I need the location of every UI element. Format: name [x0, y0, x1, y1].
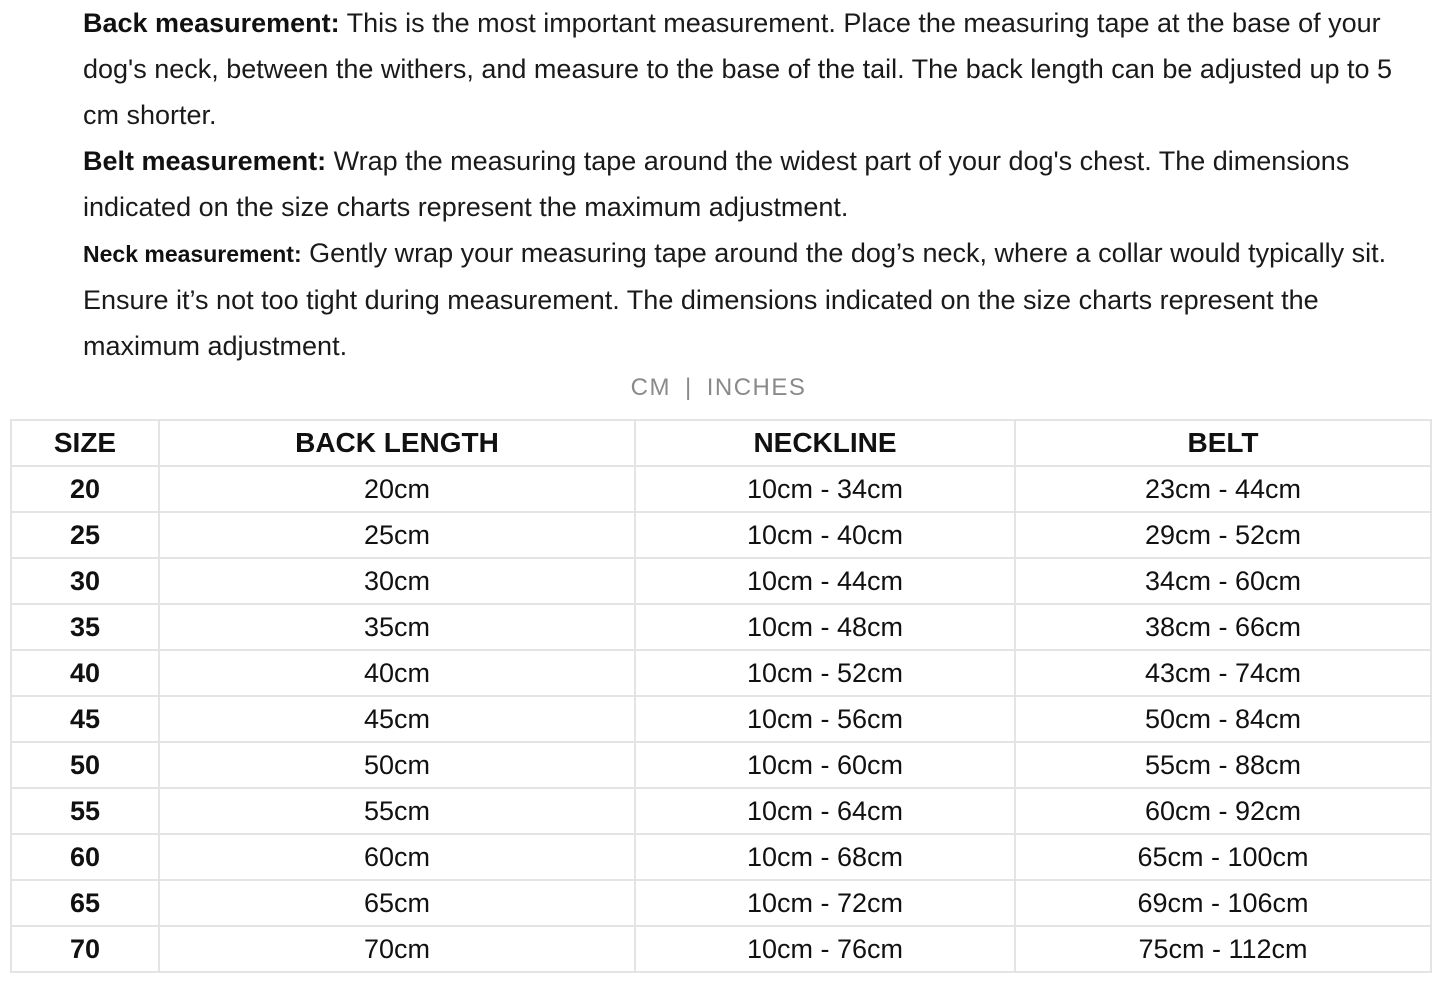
size-cell: 20 — [11, 466, 159, 512]
back-length-cell: 45cm — [159, 696, 635, 742]
table-row — [11, 742, 1431, 788]
neck-measurement-text: Gently wrap your measuring tape around the dog’s neck, where a collar would typically sit. Ensure it’s not too tight during measurement. The dimensions indicated on the size charts represent the maximum adjustment. — [83, 238, 1387, 361]
table-row — [11, 558, 1431, 604]
measurement-instructions — [83, 0, 1423, 369]
neckline-cell: 10cm - 44cm — [635, 558, 1015, 604]
belt-cell: 23cm - 44cm — [1015, 466, 1431, 512]
belt-cell: 38cm - 66cm — [1015, 604, 1431, 650]
neckline-cell: 10cm - 56cm — [635, 696, 1015, 742]
back-length-cell: 55cm — [159, 788, 635, 834]
size-table-body — [11, 466, 1431, 972]
back-length-cell: 70cm — [159, 926, 635, 972]
size-cell: 50 — [11, 742, 159, 788]
back-length-cell: 30cm — [159, 558, 635, 604]
table-row — [11, 926, 1431, 972]
neckline-cell: 10cm - 34cm — [635, 466, 1015, 512]
belt-cell: 50cm - 84cm — [1015, 696, 1431, 742]
back-length-cell: 60cm — [159, 834, 635, 880]
size-chart-table — [10, 419, 1432, 973]
size-cell: 65 — [11, 880, 159, 926]
neckline-cell: 10cm - 76cm — [635, 926, 1015, 972]
back-length-cell: 35cm — [159, 604, 635, 650]
size-cell: 45 — [11, 696, 159, 742]
neckline-cell: 10cm - 40cm — [635, 512, 1015, 558]
header-neckline: NECKLINE — [635, 420, 1015, 466]
size-cell: 35 — [11, 604, 159, 650]
neck-measurement-term: Neck measurement: — [83, 241, 302, 267]
table-row — [11, 512, 1431, 558]
back-measurement-text: This is the most important measurement. Place the measuring tape at the base of your dog's neck, between the withers, and measure to the base of the tail. The back length can be adjusted up to 5 cm shorter. — [83, 8, 1393, 130]
back-measurement-paragraph — [83, 0, 1423, 138]
belt-cell: 69cm - 106cm — [1015, 880, 1431, 926]
unit-inches-button[interactable]: INCHES — [706, 374, 807, 401]
belt-cell: 65cm - 100cm — [1015, 834, 1431, 880]
size-cell: 25 — [11, 512, 159, 558]
table-row — [11, 650, 1431, 696]
size-cell: 30 — [11, 558, 159, 604]
belt-cell: 60cm - 92cm — [1015, 788, 1431, 834]
size-cell: 70 — [11, 926, 159, 972]
unit-cm-button[interactable]: CM — [630, 374, 671, 401]
table-header-row — [11, 420, 1431, 466]
back-length-cell: 40cm — [159, 650, 635, 696]
unit-toggle — [0, 370, 1437, 406]
belt-cell: 75cm - 112cm — [1015, 926, 1431, 972]
belt-measurement-term: Belt measurement: — [83, 146, 327, 176]
neck-measurement-paragraph — [83, 230, 1423, 369]
back-measurement-term: Back measurement: — [83, 8, 340, 38]
neckline-cell: 10cm - 52cm — [635, 650, 1015, 696]
size-cell: 60 — [11, 834, 159, 880]
table-row — [11, 834, 1431, 880]
size-cell: 55 — [11, 788, 159, 834]
neckline-cell: 10cm - 72cm — [635, 880, 1015, 926]
belt-measurement-text: Wrap the measuring tape around the widest part of your dog's chest. The dimensions indicated on the size charts represent the maximum adjustment. — [83, 146, 1350, 222]
back-length-cell: 25cm — [159, 512, 635, 558]
belt-cell: 29cm - 52cm — [1015, 512, 1431, 558]
table-row — [11, 880, 1431, 926]
belt-cell: 55cm - 88cm — [1015, 742, 1431, 788]
back-length-cell: 65cm — [159, 880, 635, 926]
belt-measurement-paragraph — [83, 138, 1423, 230]
header-back-length: BACK LENGTH — [159, 420, 635, 466]
neckline-cell: 10cm - 48cm — [635, 604, 1015, 650]
table-row — [11, 696, 1431, 742]
back-length-cell: 50cm — [159, 742, 635, 788]
header-belt: BELT — [1015, 420, 1431, 466]
table-row — [11, 788, 1431, 834]
neckline-cell: 10cm - 68cm — [635, 834, 1015, 880]
neckline-cell: 10cm - 64cm — [635, 788, 1015, 834]
size-cell: 40 — [11, 650, 159, 696]
table-row — [11, 466, 1431, 512]
table-row — [11, 604, 1431, 650]
belt-cell: 43cm - 74cm — [1015, 650, 1431, 696]
belt-cell: 34cm - 60cm — [1015, 558, 1431, 604]
header-size: SIZE — [11, 420, 159, 466]
back-length-cell: 20cm — [159, 466, 635, 512]
unit-separator: | — [684, 374, 693, 401]
neckline-cell: 10cm - 60cm — [635, 742, 1015, 788]
